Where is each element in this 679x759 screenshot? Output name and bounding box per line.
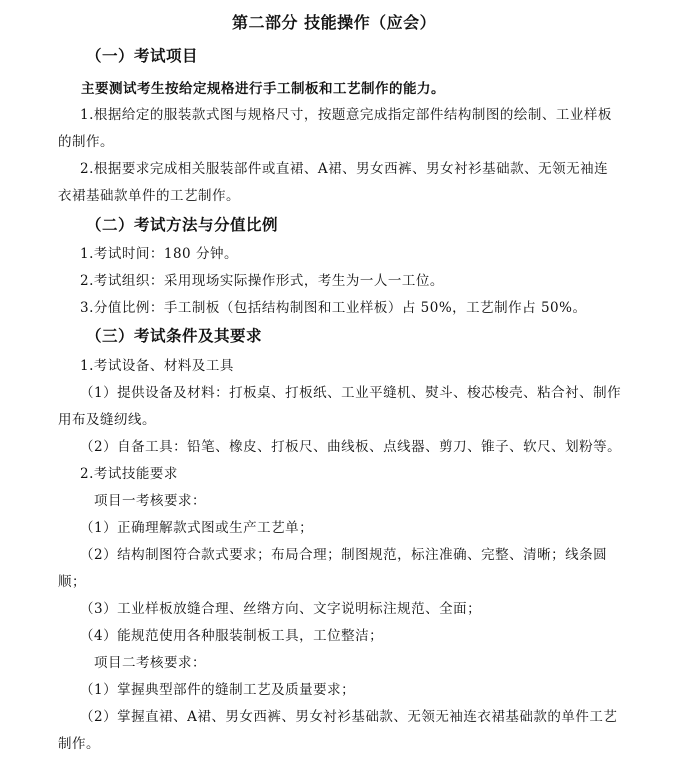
- paragraph-line: 1.考试时间：180 分钟。: [80, 246, 238, 262]
- paragraph-line: 的制作。: [58, 134, 114, 150]
- paragraph-line: 衣裙基础款单件的工艺制作。: [58, 188, 240, 204]
- paragraph-line: 顺；: [58, 574, 86, 590]
- paragraph-line: 项目二考核要求：: [94, 655, 206, 671]
- paragraph-line: （2）结构制图符合款式要求；布局合理；制图规范，标注准确、完整、清晰；线条圆: [80, 547, 608, 563]
- paragraph-line: （1）正确理解款式图或生产工艺单；: [80, 520, 314, 536]
- paragraph-line: 1.根据给定的服装款式图与规格尺寸，按题意完成指定部件结构制图的绘制、工业样板: [80, 107, 612, 123]
- paragraph-line: （1）提供设备及材料：打板桌、打板纸、工业平缝机、熨斗、梭芯梭壳、粘合衬、制作: [80, 385, 622, 401]
- paragraph-line: 2.考试组织：采用现场实际操作形式，考生为一人一工位。: [80, 273, 444, 289]
- paragraph-line: 1.考试设备、材料及工具: [80, 358, 234, 374]
- paragraph-line: 项目一考核要求：: [94, 493, 206, 509]
- paragraph-line: 3.分值比例：手工制板（包括结构制图和工业样板）占 50%，工艺制作占 50%。: [80, 300, 587, 316]
- section-heading-exam-items: （一）考试项目: [86, 47, 199, 65]
- paragraph-line: 2.考试技能要求: [80, 466, 178, 482]
- section-heading-exam-method: （二）考试方法与分值比例: [86, 216, 279, 234]
- paragraph-line: （3）工业样板放缝合理、丝绺方向、文字说明标注规范、全面；: [80, 601, 482, 617]
- section-intro: 主要测试考生按给定规格进行手工制板和工艺制作的能力。: [81, 81, 445, 97]
- paragraph-line: 制作。: [58, 736, 100, 752]
- section-heading-exam-conditions: （三）考试条件及其要求: [86, 327, 263, 345]
- paragraph-line: （4）能规范使用各种服装制板工具，工位整洁；: [80, 628, 384, 644]
- paragraph-line: 2.根据要求完成相关服装部件或直裙、A裙、男女西裤、男女衬衫基础款、无领无袖连: [80, 161, 609, 177]
- page-title: 第二部分 技能操作（应会）: [232, 13, 437, 32]
- paragraph-line: （2）自备工具：铅笔、橡皮、打板尺、曲线板、点线器、剪刀、锥子、软尺、划粉等。: [80, 439, 622, 455]
- paragraph-line: 用布及缝纫线。: [58, 412, 156, 428]
- paragraph-line: （2）掌握直裙、A裙、男女西裤、男女衬衫基础款、无领无袖连衣裙基础款的单件工艺: [80, 709, 618, 725]
- paragraph-line: （1）掌握典型部件的缝制工艺及质量要求；: [80, 682, 356, 698]
